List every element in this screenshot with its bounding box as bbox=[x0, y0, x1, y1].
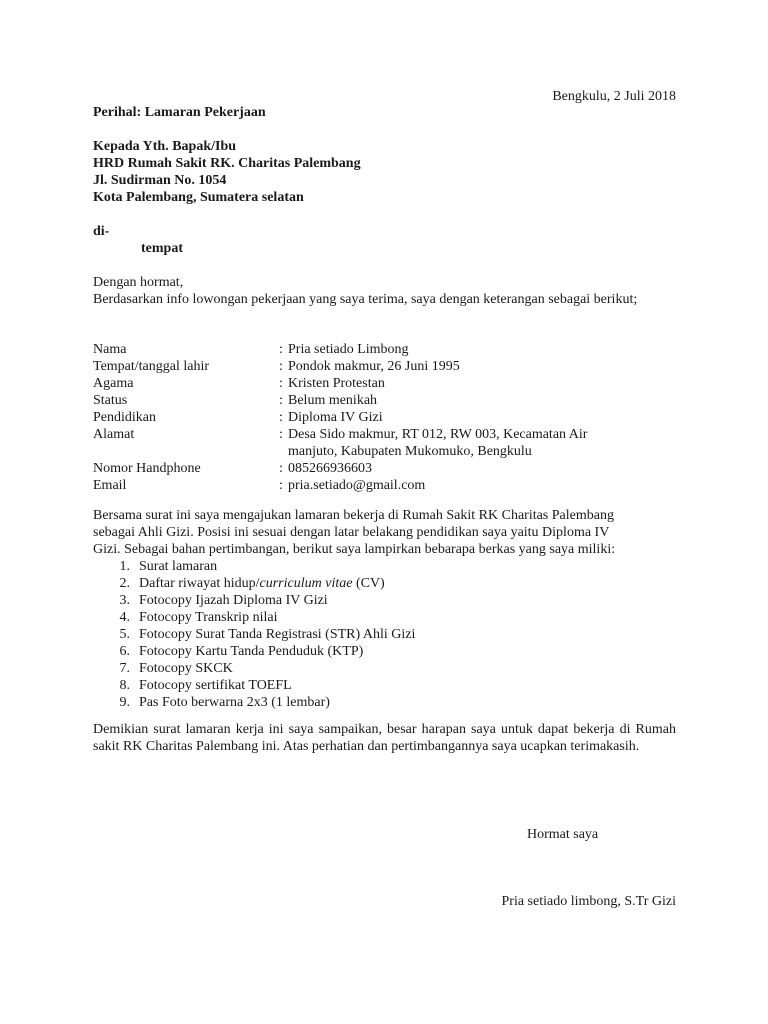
greeting-block bbox=[93, 274, 676, 308]
detail-label: Pendidikan bbox=[93, 410, 156, 425]
detail-value: 085266936603 bbox=[288, 461, 372, 476]
detail-value: Pria setiado Limbong bbox=[288, 342, 409, 357]
detail-row-phone: Nomor Handphone : 085266936603 bbox=[93, 460, 676, 477]
detail-label: Tempat/tanggal lahir bbox=[93, 359, 210, 374]
recipient-line-2: HRD Rumah Sakit RK. Charitas Palembang bbox=[93, 156, 361, 171]
place-di: di- bbox=[93, 224, 110, 239]
list-item: 6. Fotocopy Kartu Tanda Penduduk (KTP) bbox=[119, 644, 364, 659]
detail-value: Kristen Protestan bbox=[288, 376, 385, 391]
list-item: 9. Pas Foto berwarna 2x3 (1 lembar) bbox=[119, 695, 330, 710]
detail-value: Diploma IV Gizi bbox=[288, 410, 383, 425]
detail-value bbox=[288, 426, 676, 460]
list-item: 8. Fotocopy sertifikat TOEFL bbox=[119, 678, 292, 693]
detail-label: Email bbox=[93, 478, 127, 493]
intro-paragraph: Berdasarkan info lowongan pekerjaan yang saya terima, saya dengan keterangan sebagai berikut; bbox=[93, 292, 638, 307]
detail-row-religion: Agama : Kristen Protestan bbox=[93, 375, 676, 392]
signer-name: Pria setiado limbong, S.Tr Gizi bbox=[501, 894, 676, 909]
recipient-line-4: Kota Palembang, Sumatera selatan bbox=[93, 190, 304, 205]
body-paragraph-1 bbox=[93, 507, 676, 558]
closing: Hormat saya bbox=[527, 827, 599, 842]
detail-value: Pondok makmur, 26 Juni 1995 bbox=[288, 359, 460, 374]
detail-row-education: Pendidikan : Diploma IV Gizi bbox=[93, 409, 676, 426]
detail-label: Agama bbox=[93, 376, 134, 391]
detail-value: pria.setiado@gmail.com bbox=[288, 478, 426, 493]
letter-date: Bengkulu, 2 Juli 2018 bbox=[552, 89, 676, 104]
body-1-line-3: Gizi. Sebagai bahan pertimbangan, berikut saya lampirkan bebarapa berkas yang saya miliki: bbox=[93, 542, 616, 557]
list-item: 2. Daftar riwayat hidup/curriculum vitae (CV) bbox=[119, 576, 385, 591]
detail-row-name: Nama : Pria setiado Limbong bbox=[93, 341, 676, 358]
detail-label: Alamat bbox=[93, 427, 135, 442]
body-1-line-2: sebagai Ahli Gizi. Posisi ini sesuai dengan latar belakang pendidikan saya yaitu Diploma IV bbox=[93, 525, 610, 540]
address-line-1: Desa Sido makmur, RT 012, RW 003, Kecamatan Air bbox=[288, 427, 588, 442]
place-tempat: tempat bbox=[141, 241, 183, 256]
body-paragraph-2: Demikian surat lamaran kerja ini saya sampaikan, besar harapan saya untuk dapat bekerja di Rumah sakit RK Charitas Palembang ini. Atas perhatian dan pertimbangannya saya ucapkan terimakasih. bbox=[93, 722, 676, 754]
recipient-line-1: Kepada Yth. Bapak/Ibu bbox=[93, 139, 237, 154]
detail-row-address: Alamat : Desa Sido makmur, RT 012, RW 003, Kecamatan Air manjuto, Kabupaten Mukomuko, Bengkulu bbox=[93, 426, 676, 460]
detail-label: Nama bbox=[93, 342, 127, 357]
detail-label: Status bbox=[93, 393, 128, 408]
list-item: 3. Fotocopy Ijazah Diploma IV Gizi bbox=[119, 593, 328, 608]
list-item: 5. Fotocopy Surat Tanda Registrasi (STR) Ahli Gizi bbox=[119, 627, 416, 642]
list-item: 7. Fotocopy SKCK bbox=[119, 661, 233, 676]
detail-row-birth: Tempat/tanggal lahir : Pondok makmur, 26 Juni 1995 bbox=[93, 358, 676, 375]
detail-row-status: Status : Belum menikah bbox=[93, 392, 676, 409]
detail-label: Nomor Handphone bbox=[93, 461, 201, 476]
place-block bbox=[93, 223, 183, 257]
subject-line: Perihal: Lamaran Pekerjaan bbox=[93, 105, 266, 120]
personal-details bbox=[93, 341, 676, 494]
greeting: Dengan hormat, bbox=[93, 275, 184, 290]
list-item: 4. Fotocopy Transkrip nilai bbox=[119, 610, 278, 625]
address-line-2: manjuto, Kabupaten Mukomuko, Bengkulu bbox=[288, 444, 532, 459]
recipient-address bbox=[93, 138, 361, 206]
body-1-line-1: Bersama surat ini saya mengajukan lamaran bekerja di Rumah Sakit RK Charitas Palembang bbox=[93, 508, 614, 523]
list-item: 1. Surat lamaran bbox=[119, 559, 218, 574]
detail-row-email: Email : pria.setiado@gmail.com bbox=[93, 477, 676, 494]
recipient-line-3: Jl. Sudirman No. 1054 bbox=[93, 173, 227, 188]
detail-value: Belum menikah bbox=[288, 393, 378, 408]
attachment-list bbox=[93, 558, 653, 711]
